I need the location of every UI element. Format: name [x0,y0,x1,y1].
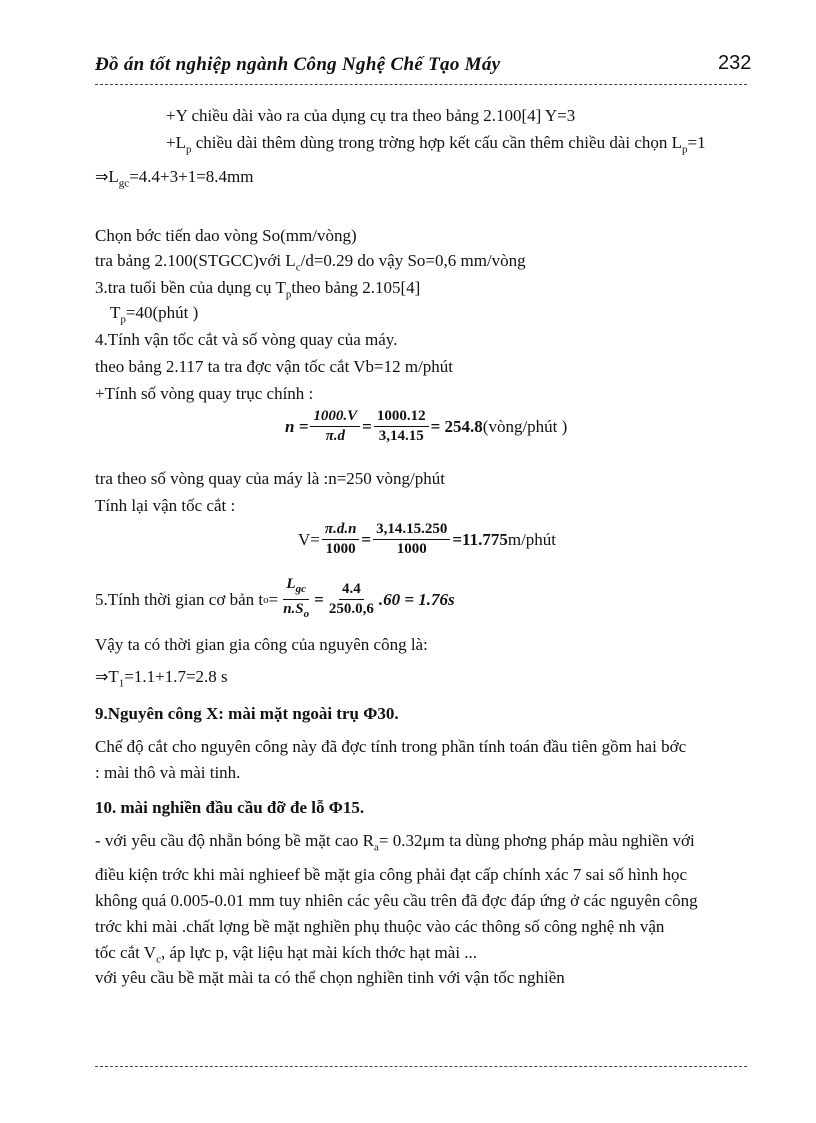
page-number: 232 [718,52,752,74]
text-line: tra theo số vòng quay của máy là :n=250 vòng/phút [95,469,445,488]
text-line: tra bảng 2.100(STGCC)với $L_c/d=0.29$ do vậy So=0,6 mm/vòng [95,251,526,274]
text-line: trớc khi mài .chất lợng bề mặt nghiền phụ thuộc vào các thông số công nghệ nh vận [95,917,665,936]
equation-machining-time: 5.Tính thời gian cơ bản t o = $\frac{L_{gc}}{n.S_o}$ = $\frac{4.4}{250.0,6}$ .60 = 1.76s [95,576,455,623]
implies-arrow-icon: ⇒ [95,667,109,686]
section-heading-10: 10. mài nghiền đầu cầu đỡ đe lỗ Φ15. [95,798,365,817]
header-rule [95,84,747,85]
text-line: theo bảng 2.117 ta tra đợc vận tốc cắt Vb=12 m/phút [95,357,454,376]
header-title: Đồ án tốt nghiệp ngành Công Nghệ Chế Tạo Máy [95,54,501,75]
text-line: điều kiện trớc khi mài nghieef bề mặt gia công phải đạt cấp chính xác 7 sai số hình học [95,865,688,884]
text-line: $\Rightarrow T_1=1.1+1.7=2.8$ s [95,667,228,690]
text-line: $T_p=40(phút$ ) [110,303,199,326]
equation-cutting-speed: V= $\frac{\pi.d.n}{1000}$ = $\frac{3,14.15.250}{1000}$ =11.775 m/phút [298,521,557,557]
implies-arrow-icon: ⇒ [95,167,109,186]
text-line: không quá 0.005-0.01 mm tuy nhiên các yêu cầu trên đã đợc đáp ứng ở các nguyên công [95,891,698,910]
fraction: $\frac{4.4}{250.0,6}$ [328,581,374,617]
footer-rule [95,1066,747,1067]
text-line: $+L_p$ chiều dài thêm dùng trong trờng hợp kết cấu cần thêm chiều dài chọn $L_p=1$ [166,133,706,156]
text-line: tốc cắt $V_c$, áp lực p, vật liệu hạt mài kích thớc hạt mài ... [95,943,478,966]
equation-spindle-speed: n = $\frac{1000.V}{\pi.d}$ = $\frac{1000.12}{3,14.15}$ = 254.8 (vòng/phút ) [285,408,568,444]
section-heading-9: 9.Nguyên công X: mài mặt ngoài trụ Φ30. [95,704,399,723]
text-line: $\Rightarrow L_{gc}=4.4+3+1=8.4mm$ [95,167,254,190]
text-line: Tính lại vận tốc cắt : [95,496,236,515]
phi-symbol: Φ [328,798,343,817]
fraction: $\frac{1000.12}{3,14.15}$ [374,408,429,445]
text-line: với yêu cầu bề mặt mài ta có thể chọn nghiền tinh với vận tốc nghiền [95,968,565,987]
fraction: $\frac{3,14.15.250}{1000}$ [373,521,450,558]
text-line: 3.tra tuổi bền của dụng cụ $T_ptheo$ bảng 2.105[4] [95,278,421,301]
text-line: - với yêu cầu độ nhẵn bóng bề mặt cao $R_a= 0.32\mu m$ ta dùng phơng pháp màu nghiền với [95,831,695,854]
text-line: : mài thô và mài tinh. [95,763,241,782]
mu-symbol: μ [422,831,432,850]
text-line: +Tính số vòng quay trục chính : [95,384,314,403]
fraction: $\frac{\pi.d.n}{1000}$ [322,521,360,558]
text-line: Chế độ cắt cho nguyên công này đã đợc tính trong phần tính toán đầu tiên gồm hai bớc [95,737,687,756]
fraction: $\frac{L_{gc}}{n.S_o}$ [283,576,310,620]
text-line: Vậy ta có thời gian gia công của nguyên công là: [95,635,428,654]
text-line: Chọn bớc tiến dao vòng So(mm/vòng) [95,226,357,245]
phi-symbol: Φ [363,704,378,723]
fraction: $\frac{1000.V}{\pi.d}$ [310,408,360,445]
text-line: 4.Tính vận tốc cắt và số vòng quay của máy. [95,330,398,349]
text-line: +Y chiều dài vào ra của dụng cụ tra theo bảng 2.100[4] Y=3 [166,106,576,125]
